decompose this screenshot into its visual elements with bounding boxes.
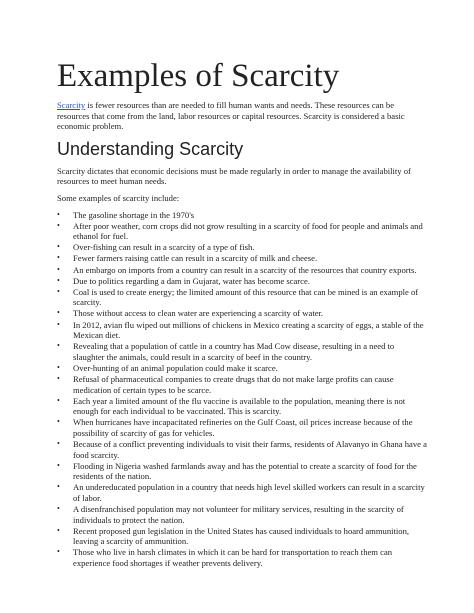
bullet-icon: • — [57, 395, 60, 405]
list-item-text: Revealing that a population of cattle in a country has Mad Cow disease, resulting in a need to slaughter the animals, could result in a scarcity of beef in the country. — [73, 341, 395, 362]
scarcity-link[interactable]: Scarcity — [57, 100, 86, 110]
bullet-icon: • — [57, 275, 60, 285]
page-title: Examples of Scarcity — [57, 58, 340, 94]
section-heading: Understanding Scarcity — [57, 138, 244, 159]
list-item — [57, 396, 427, 417]
bullet-icon: • — [57, 253, 60, 263]
list-item — [57, 221, 427, 242]
bullet-icon: • — [57, 286, 60, 296]
list-item — [57, 504, 427, 525]
list-item — [57, 417, 427, 438]
list-item-text: When hurricanes have incapacitated refineries on the Gulf Coast, oil prices increase because of the possibility of scarcity of gas for vehicles. — [73, 417, 413, 438]
list-item-text: After poor weather, corn crops did not grow resulting in a scarcity of food for people and animals and ethanol for fuel. — [73, 220, 423, 242]
section-paragraph: Scarcity dictates that economic decisions must be made regularly in order to manage the availability of resources to meet human needs. — [57, 165, 411, 187]
list-item — [57, 253, 427, 264]
list-item-text: Recent proposed gun legislation in the United States has caused individuals to hoard ammunition, leaving a scarcity of ammunition. — [73, 525, 410, 547]
bullet-icon: • — [57, 209, 60, 219]
bullet-icon: • — [57, 341, 60, 351]
list-item-text: An undereducated population in a country that needs high level skilled workers can result in a scarcity of labor. — [73, 482, 425, 503]
list-item — [57, 308, 427, 319]
list-item — [57, 482, 427, 503]
list-item-text: Flooding in Nigeria washed farmlands away and has the potential to create a scarcity of food for the residents of the nation. — [73, 460, 417, 482]
list-item-text: Refusal of pharmaceutical companies to create drugs that do not make large profits can cause medication of certain types to be scarce. — [73, 373, 394, 395]
list-item-text: Fewer farmers raising cattle can result in a scarcity of milk and cheese. — [73, 253, 318, 264]
list-item — [57, 374, 427, 395]
list-item — [57, 265, 427, 276]
list-item — [57, 547, 427, 568]
intro-text: is fewer resources than are needed to fill human wants and needs. These resources can be resources that come from the land, labor resources or capital resources. Scarcity is considered a basic economic problem. — [57, 100, 405, 132]
bullet-icon: • — [57, 242, 60, 252]
list-item-text: Those who live in harsh climates in which it can be hard for transportation to reach them can experience food shortages if weather prevents delivery. — [73, 547, 393, 569]
list-item-text: A disenfranchised population may not volunteer for military services, resulting in the scarcity of individuals to protect the nation. — [73, 504, 404, 525]
bullet-icon: • — [57, 482, 60, 492]
bullet-icon: • — [57, 504, 60, 514]
list-item — [57, 287, 427, 308]
bullet-icon: • — [57, 417, 60, 427]
bullet-icon: • — [57, 319, 60, 329]
list-item — [57, 276, 427, 287]
list-item-text: Over-fishing can result in a scarcity of a type of fish. — [73, 242, 255, 253]
list-intro: Some examples of scarcity include: — [57, 192, 180, 203]
bullet-icon: • — [57, 373, 60, 383]
bullet-icon: • — [57, 547, 60, 557]
list-item-text: Those without access to clean water are experiencing a scarcity of water. — [73, 308, 324, 319]
list-item — [57, 210, 427, 221]
bullet-icon: • — [57, 525, 60, 535]
list-item — [57, 363, 427, 374]
bullet-icon: • — [57, 460, 60, 470]
list-item-text: The gasoline shortage in the 1970's — [73, 209, 195, 220]
list-item-text: Coal is used to create energy; the limited amount of this resource that can be mined is an example of scarcity. — [73, 286, 419, 308]
bullet-icon: • — [57, 264, 60, 274]
list-item — [57, 341, 427, 362]
examples-list — [57, 210, 427, 569]
intro-paragraph — [57, 100, 427, 132]
list-item — [57, 526, 427, 547]
list-item-text: In 2012, avian flu wiped out millions of chickens in Mexico creating a scarcity of eggs, a stable of the Mexican diet. — [73, 319, 424, 341]
list-item — [57, 320, 427, 341]
list-item-text: An embargo on imports from a country can result in a scarcity of the resources that country exports. — [73, 264, 417, 275]
document-page — [57, 58, 427, 569]
list-item — [57, 461, 427, 482]
list-item-text: Over-hunting of an animal population could make it scarce. — [73, 362, 278, 373]
list-item-text: Due to politics regarding a dam in Gujarat, water has become scarce. — [73, 275, 310, 286]
list-item — [57, 439, 427, 460]
list-item-text: Each year a limited amount of the flu vaccine is available to the population, meaning there is not enough for each individual to be vaccinated. This is scarcity. — [73, 395, 406, 417]
bullet-icon: • — [57, 439, 60, 449]
list-item — [57, 242, 427, 253]
bullet-icon: • — [57, 308, 60, 318]
list-item-text: Because of a conflict preventing individuals to visit their farms, residents of Alavanyo in Ghana have a food scarcity. — [73, 439, 427, 460]
bullet-icon: • — [57, 362, 60, 372]
bullet-icon: • — [57, 220, 60, 230]
